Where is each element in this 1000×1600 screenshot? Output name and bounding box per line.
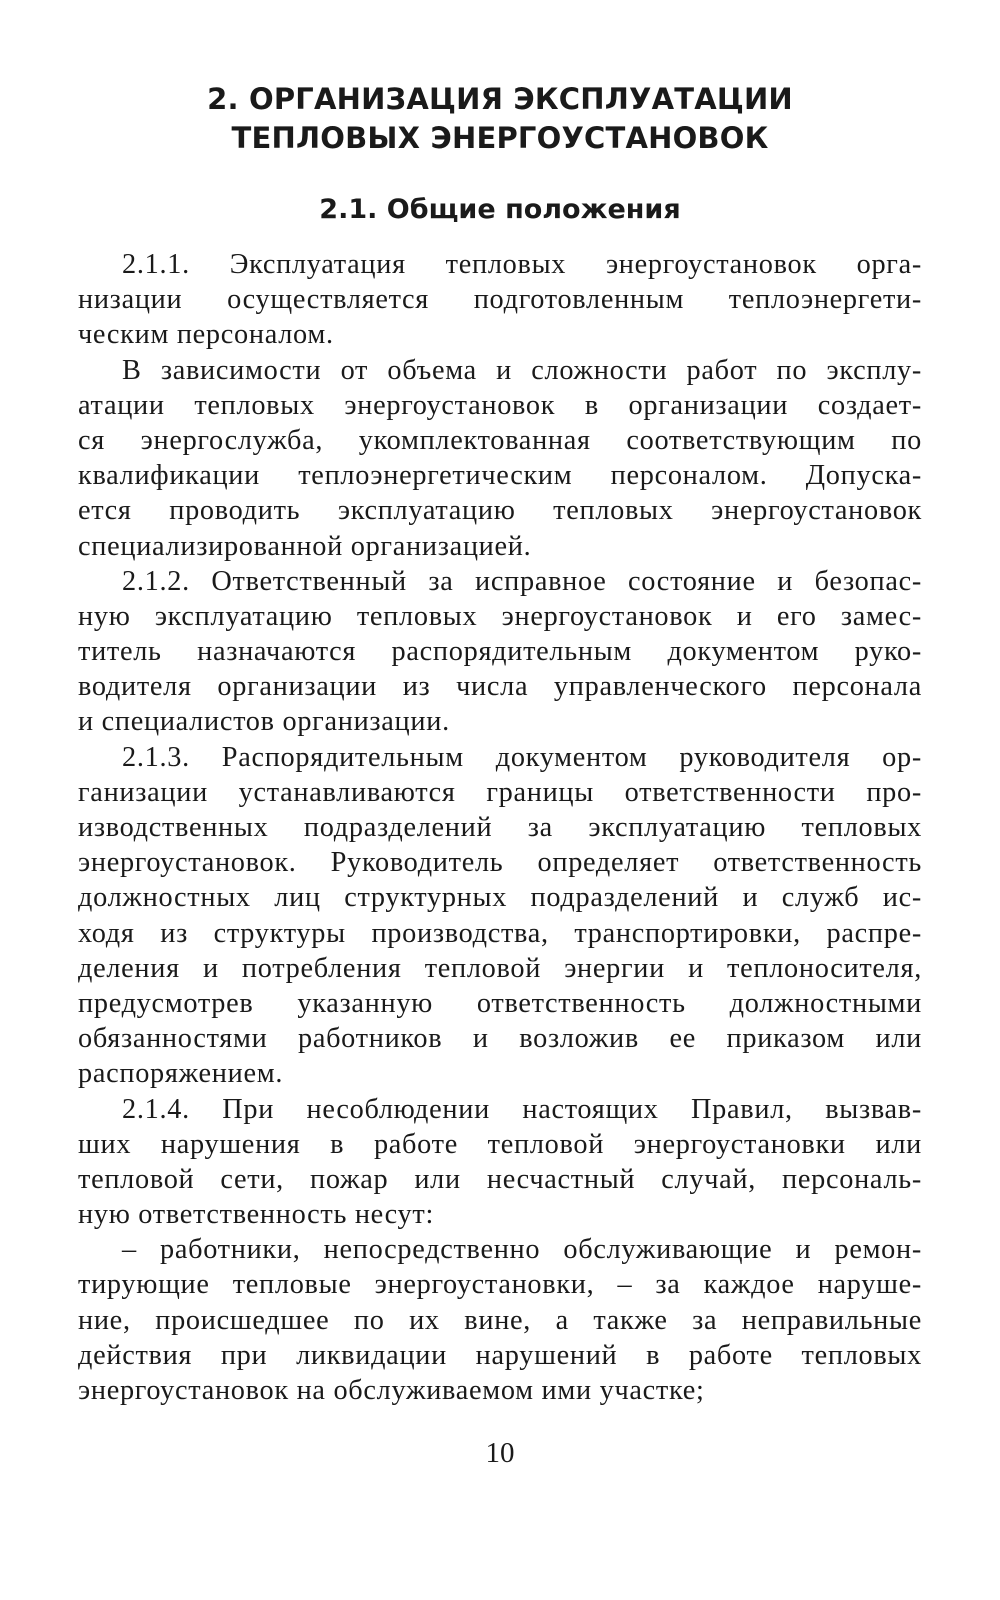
chapter-title-line-2: ТЕПЛОВЫХ ЭНЕРГОУСТАНОВОК bbox=[231, 121, 769, 155]
chapter-title-line-1: 2. ОРГАНИЗАЦИЯ ЭКСПЛУАТАЦИИ bbox=[207, 82, 793, 116]
text-line: ную ответственность несут: bbox=[78, 1199, 435, 1231]
text-line: распоряжением. bbox=[78, 1058, 284, 1090]
body-text bbox=[78, 247, 922, 1408]
text-line: титель назначаются распорядительным документом руко- bbox=[78, 636, 922, 668]
text-line: специализированной организацией. bbox=[78, 530, 532, 562]
text-line: и специалистов организации. bbox=[78, 706, 450, 738]
text-line: водителя организации из числа управленческого персонала bbox=[78, 671, 922, 703]
chapter-title bbox=[150, 80, 850, 158]
text-line: энергоустановок на обслуживаемом ими участке; bbox=[78, 1375, 705, 1406]
text-line: предусмотрев указанную ответственность должностными bbox=[78, 987, 922, 1019]
text-line: 2.1.3. Распорядительным документом руководителя ор- bbox=[122, 741, 922, 773]
text-line: низации осуществляется подготовленным теплоэнергети- bbox=[78, 284, 922, 316]
text-line: 2.1.4. При несоблюдении настоящих Правил, вызвав- bbox=[122, 1093, 922, 1125]
page-number: 10 bbox=[485, 1437, 515, 1469]
text-line: деления и потребления тепловой энергии и теплоносителя, bbox=[78, 952, 922, 984]
text-line: 2.1.1. Эксплуатация тепловых энергоустановок орга- bbox=[122, 249, 922, 280]
text-line: тепловой сети, пожар или несчастный случай, персональ- bbox=[78, 1163, 922, 1195]
text-line: ется проводить эксплуатацию тепловых энергоустановок bbox=[78, 495, 922, 527]
text-line: должностных лиц структурных подразделений и служб ис- bbox=[78, 882, 922, 914]
text-line: 2.1.2. Ответственный за исправное состояние и безопас- bbox=[122, 565, 922, 597]
text-line: ших нарушения в работе тепловой энергоустановки или bbox=[78, 1128, 922, 1160]
text-line: квалификации теплоэнергетическим персоналом. Допуска- bbox=[78, 460, 922, 492]
text-line: ческим персоналом. bbox=[78, 319, 334, 351]
text-line: действия при ликвидации нарушений в работе тепловых bbox=[78, 1339, 922, 1371]
text-line: ганизации устанавливаются границы ответственности про- bbox=[78, 776, 922, 808]
text-line: ся энергослужба, укомплектованная соответствующим по bbox=[78, 424, 922, 456]
text-line: тирующие тепловые энергоустановки, – за каждое наруше- bbox=[78, 1269, 922, 1301]
section-title: 2.1. Общие положения bbox=[319, 194, 681, 225]
text-line: энергоустановок. Руководитель определяет ответственность bbox=[78, 847, 922, 879]
text-line: ние, происшедшее по их вине, а также за неправильные bbox=[78, 1304, 922, 1336]
text-line: – работники, непосредственно обслуживающие и ремон- bbox=[122, 1234, 922, 1266]
text-line: ную эксплуатацию тепловых энергоустановок и его замес- bbox=[78, 600, 922, 632]
text-line: ходя из структуры производства, транспортировки, распре- bbox=[78, 917, 922, 949]
text-line: В зависимости от объема и сложности работ по эксплу- bbox=[122, 354, 922, 386]
text-line: атации тепловых энергоустановок в организации создает- bbox=[78, 389, 922, 421]
text-line: обязанностями работников и возложив ее приказом или bbox=[78, 1023, 922, 1055]
text-line: изводственных подразделений за эксплуатацию тепловых bbox=[78, 812, 922, 843]
